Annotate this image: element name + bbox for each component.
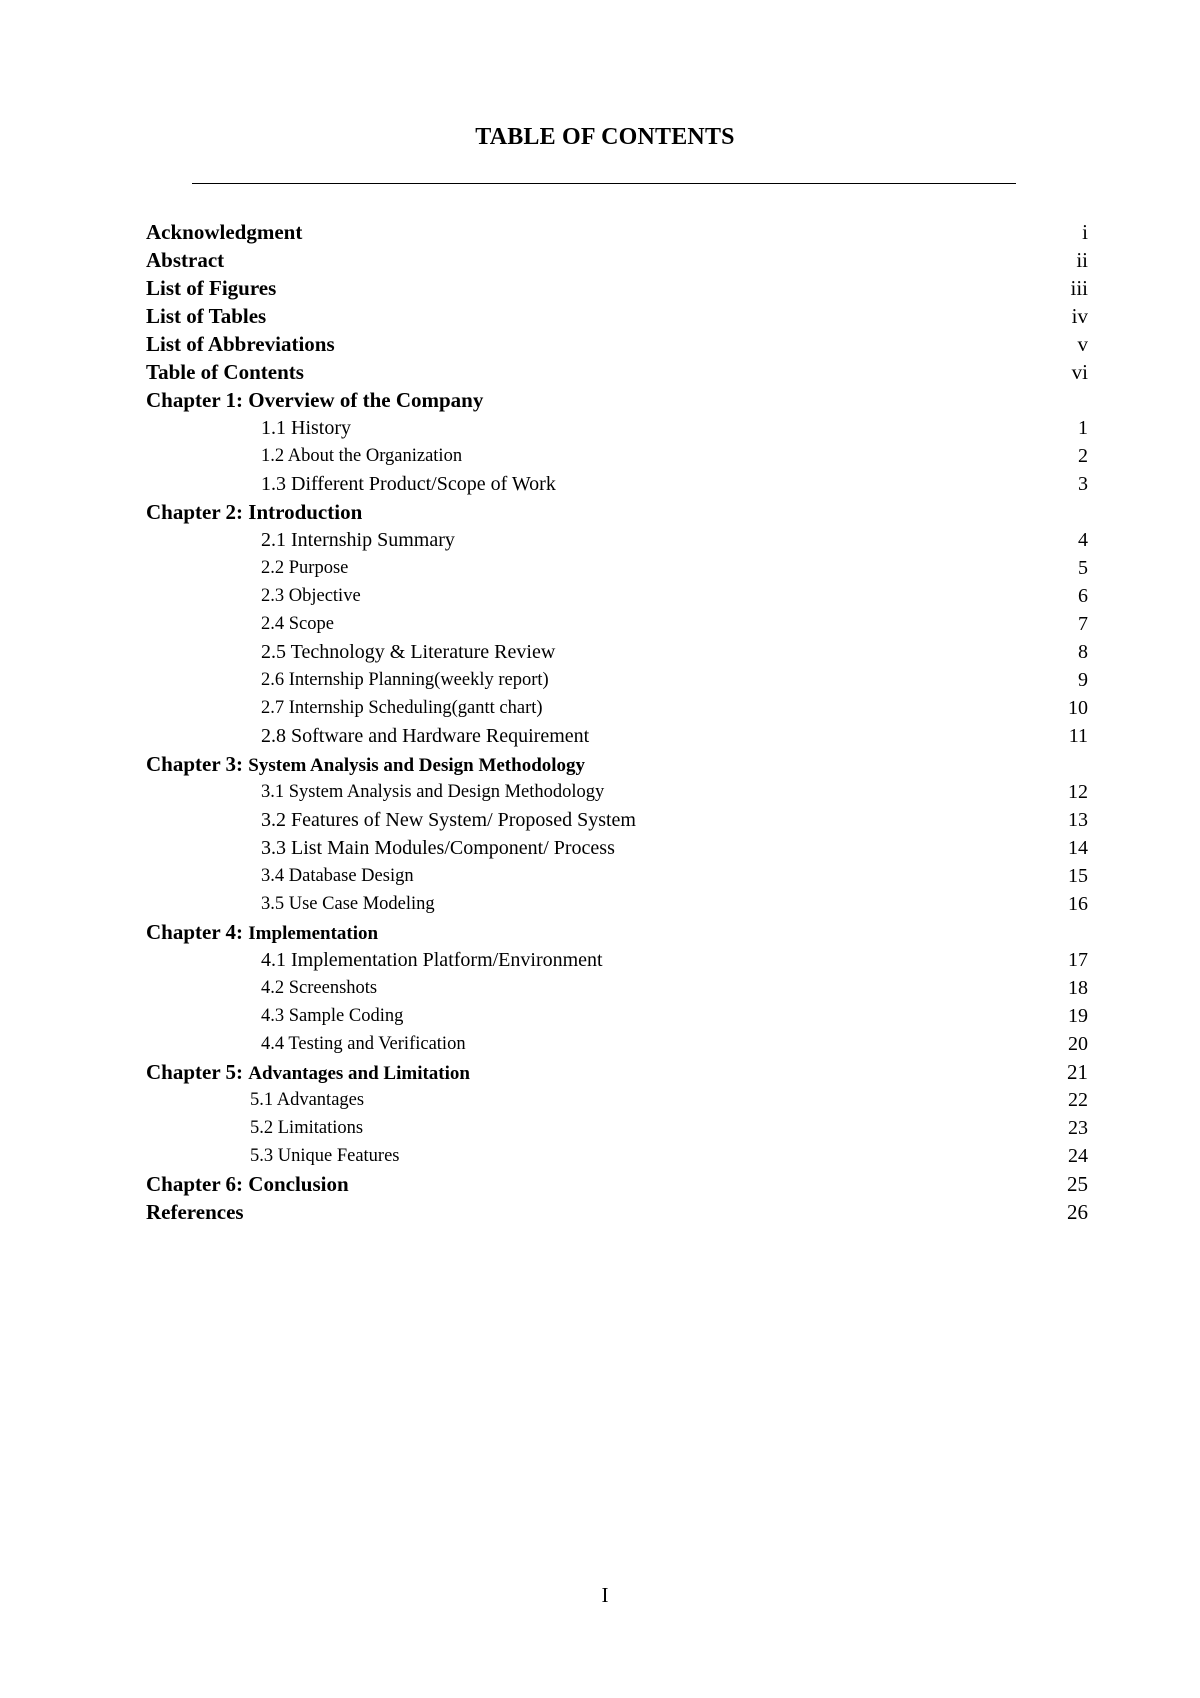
toc-entry: [146, 274, 1088, 302]
toc-entry-label: References: [146, 1200, 244, 1224]
toc-page-number: i: [1082, 220, 1088, 244]
toc-subsection: [146, 890, 1088, 918]
chapter-title: Introduction: [248, 500, 363, 524]
toc-entry-label: 4.1 Implementation Platform/Environment: [261, 949, 603, 971]
toc-chapter-heading: [146, 750, 1088, 778]
chapter-number: Chapter 3:: [146, 752, 244, 776]
toc-page-number: 16: [1068, 893, 1088, 915]
toc-page-number: 1: [1078, 417, 1088, 439]
page-number: I: [601, 1583, 609, 1607]
toc-entry-label: 2.4 Scope: [261, 614, 334, 634]
toc-subsection: [146, 834, 1088, 862]
toc-entry-label: Table of Contents: [146, 360, 304, 384]
toc-entry-label: [146, 498, 362, 526]
toc-subsection: [146, 442, 1088, 470]
toc-chapter-heading: [146, 918, 1088, 946]
toc-entry-label: List of Abbreviations: [146, 332, 335, 356]
toc-page-number: 13: [1068, 809, 1088, 831]
toc-subsection: [146, 610, 1088, 638]
toc-subsection: [146, 722, 1088, 750]
toc-subsection: [146, 1030, 1088, 1058]
page-title: TABLE OF CONTENTS: [475, 124, 735, 150]
title-divider: [192, 183, 1016, 184]
toc-entry-label: [146, 750, 585, 780]
toc-page-number: v: [1077, 332, 1088, 356]
toc-subsection: [146, 666, 1088, 694]
chapter-title: System Analysis and Design Methodology: [248, 755, 586, 776]
toc-entry-label: 2.7 Internship Scheduling(gantt chart): [261, 698, 543, 718]
toc-page-number: 22: [1068, 1089, 1088, 1111]
toc-entry-label: 3.5 Use Case Modeling: [261, 894, 435, 914]
toc-page-number: 25: [1067, 1172, 1088, 1196]
toc-page-number: iii: [1070, 276, 1088, 300]
toc-entry-label: 4.3 Sample Coding: [261, 1006, 404, 1026]
toc-entry-label: 4.4 Testing and Verification: [261, 1034, 466, 1054]
table-of-contents: [146, 218, 1088, 1226]
toc-page-number: 17: [1068, 949, 1088, 971]
toc-entry-label: 4.2 Screenshots: [261, 978, 378, 998]
toc-page-number: 6: [1078, 585, 1088, 607]
toc-chapter-heading: [146, 1170, 1088, 1198]
toc-page-number: 11: [1068, 725, 1088, 747]
chapter-title: Conclusion: [248, 1172, 349, 1196]
toc-page-number: 3: [1078, 473, 1088, 495]
toc-entry-label: [146, 386, 483, 414]
toc-entry-label: [146, 1170, 349, 1198]
toc-entry: [146, 330, 1088, 358]
chapter-number: Chapter 5:: [146, 1060, 244, 1084]
toc-page-number: 23: [1068, 1117, 1088, 1139]
toc-subsection: [146, 1142, 1088, 1170]
toc-entry: [146, 246, 1088, 274]
toc-chapter-heading: [146, 1058, 1088, 1086]
toc-subsection: [146, 526, 1088, 554]
toc-subsection: [146, 554, 1088, 582]
toc-entry-label: 1.3 Different Product/Scope of Work: [261, 473, 556, 495]
toc-page-number: 4: [1078, 529, 1088, 551]
toc-page-number: 18: [1068, 977, 1088, 999]
toc-page-number: 24: [1068, 1145, 1088, 1167]
toc-entry-label: 2.8 Software and Hardware Requirement: [261, 725, 590, 747]
toc-entry-label: Acknowledgment: [146, 220, 303, 244]
toc-page-number: 19: [1068, 1005, 1088, 1027]
toc-subsection: [146, 1086, 1088, 1114]
toc-page-number: 10: [1068, 697, 1088, 719]
toc-page-number: 21: [1067, 1060, 1088, 1084]
toc-entry-label: 3.1 System Analysis and Design Methodology: [261, 782, 605, 802]
toc-entry: [146, 1198, 1088, 1226]
toc-page-number: vi: [1071, 360, 1088, 384]
toc-entry-label: List of Figures: [146, 276, 277, 300]
toc-page-number: iv: [1071, 304, 1088, 328]
toc-page-number: 8: [1078, 641, 1088, 663]
toc-subsection: [146, 974, 1088, 1002]
toc-subsection: [146, 638, 1088, 666]
toc-page-number: 14: [1068, 837, 1088, 859]
toc-entry-label: Abstract: [146, 248, 225, 272]
toc-entry-label: 5.3 Unique Features: [250, 1146, 400, 1166]
toc-page-number: 7: [1078, 613, 1088, 635]
toc-entry-label: [146, 1058, 470, 1088]
toc-entry-label: 2.6 Internship Planning(weekly report): [261, 670, 549, 690]
toc-entry-label: 5.2 Limitations: [250, 1118, 364, 1138]
toc-entry: [146, 358, 1088, 386]
toc-page-number: 26: [1067, 1200, 1088, 1224]
toc-entry-label: 5.1 Advantages: [250, 1090, 365, 1110]
toc-entry-label: 2.2 Purpose: [261, 558, 349, 578]
toc-subsection: [146, 1114, 1088, 1142]
toc-subsection: [146, 862, 1088, 890]
toc-entry-label: 2.3 Objective: [261, 586, 361, 606]
toc-page-number: 20: [1068, 1033, 1088, 1055]
toc-subsection: [146, 414, 1088, 442]
toc-entry-label: 3.2 Features of New System/ Proposed System: [261, 809, 636, 831]
toc-entry-label: 1.2 About the Organization: [261, 446, 463, 466]
chapter-number: Chapter 2:: [146, 500, 244, 524]
toc-entry-label: 3.4 Database Design: [261, 866, 414, 886]
toc-subsection: [146, 946, 1088, 974]
toc-page-number: 15: [1068, 865, 1088, 887]
toc-subsection: [146, 470, 1088, 498]
toc-entry: [146, 302, 1088, 330]
toc-entry-label: 1.1 History: [261, 417, 351, 439]
toc-subsection: [146, 806, 1088, 834]
chapter-number: Chapter 6:: [146, 1172, 244, 1196]
toc-page-number: ii: [1076, 248, 1088, 272]
toc-subsection: [146, 694, 1088, 722]
toc-entry-label: 2.1 Internship Summary: [261, 529, 455, 551]
toc-page-number: 2: [1078, 445, 1088, 467]
toc-entry-label: [146, 918, 378, 948]
toc-entry-label: 3.3 List Main Modules/Component/ Process: [261, 837, 615, 859]
toc-entry-label: 2.5 Technology & Literature Review: [261, 641, 556, 663]
toc-page-number: 5: [1078, 557, 1088, 579]
toc-subsection: [146, 582, 1088, 610]
toc-subsection: [146, 1002, 1088, 1030]
chapter-number: Chapter 4:: [146, 920, 244, 944]
chapter-title: Advantages and Limitation: [248, 1063, 470, 1084]
toc-page-number: 9: [1078, 669, 1088, 691]
toc-chapter-heading: [146, 498, 1088, 526]
toc-subsection: [146, 778, 1088, 806]
toc-entry-label: List of Tables: [146, 304, 267, 328]
chapter-title: Overview of the Company: [248, 388, 484, 412]
toc-chapter-heading: [146, 386, 1088, 414]
toc-entry: [146, 218, 1088, 246]
toc-page-number: 12: [1068, 781, 1088, 803]
chapter-title: Implementation: [248, 923, 379, 944]
chapter-number: Chapter 1:: [146, 388, 244, 412]
